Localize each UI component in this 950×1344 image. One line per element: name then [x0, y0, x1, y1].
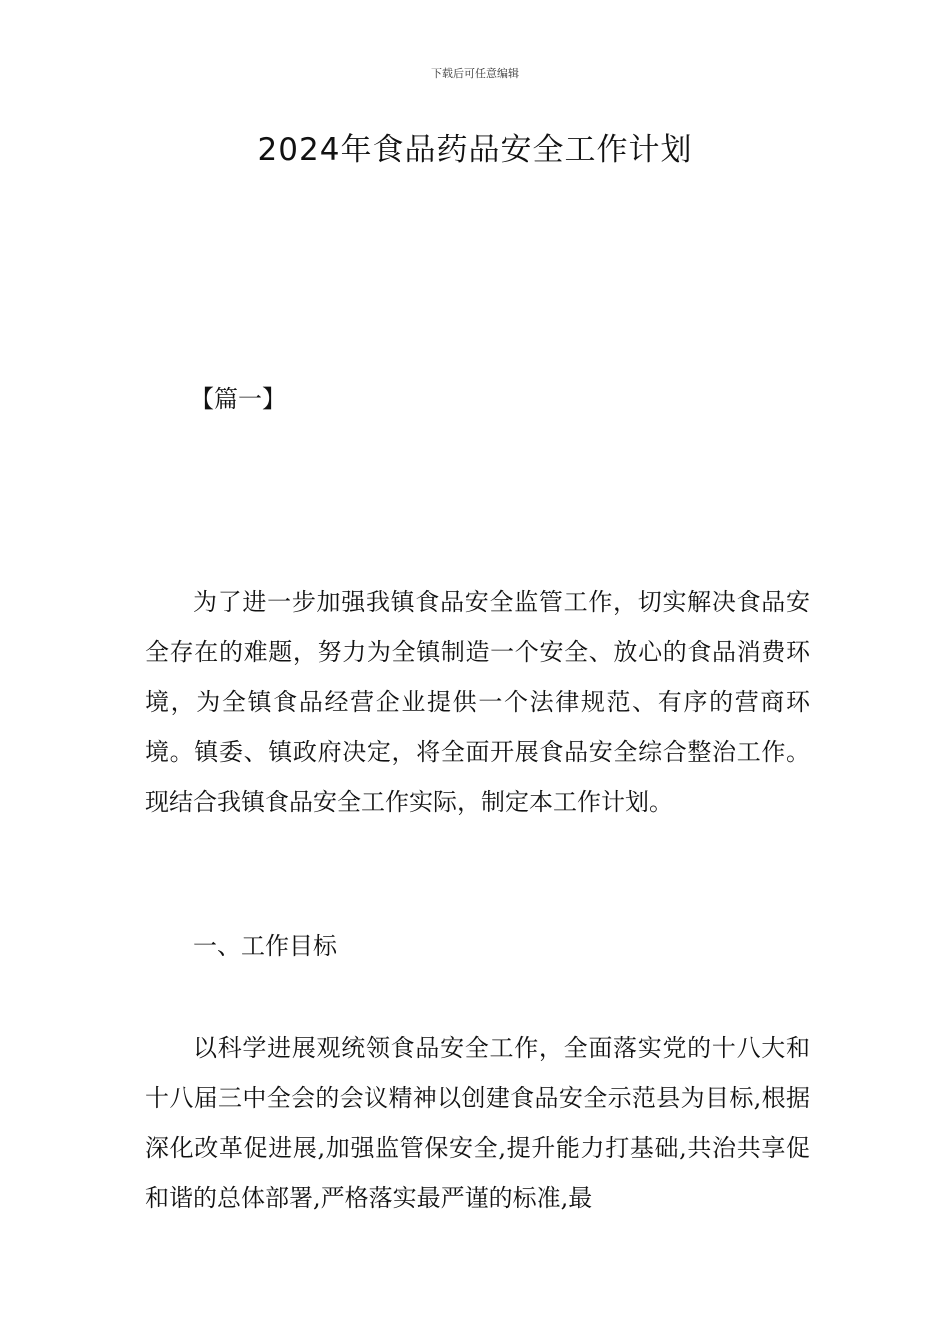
header-note: 下载后可任意编辑 [431, 67, 519, 80]
section-heading-goals: 一、工作目标 [193, 932, 337, 960]
section-label: 【篇一】 [190, 385, 286, 413]
intro-paragraph: 为了进一步加强我镇食品安全监管工作，切实解决食品安全存在的难题，努力为全镇制造一个安全、放心的食品消费环境，为全镇食品经营企业提供一个法律规范、有序的营商环境。镇委、镇政府决定，将全面开展食品安全综合整治工作。现结合我镇食品安全工作实际，制定本工作计划。 [145, 588, 810, 816]
document-title: 2024年食品药品安全工作计划 [257, 132, 693, 168]
goal-paragraph: 以科学进展观统领食品安全工作，全面落实党的十八大和十八届三中全会的会议精神以创建食品安全示范县为目标,根据深化改革促进展,加强监管保安全,提升能力打基础,共治共享促和谐的总体部署,严格落实最严谨的标准,最 [145, 1034, 810, 1212]
